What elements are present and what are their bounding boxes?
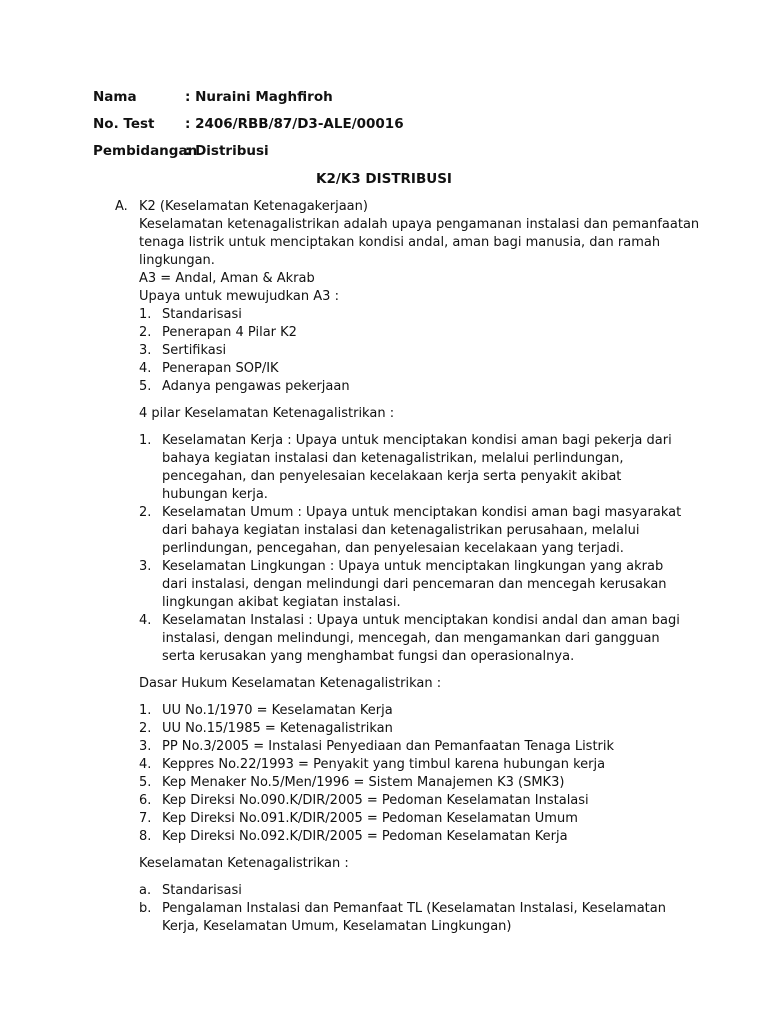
list-item: PP No.3/2005 = Instalasi Penyediaan dan Pemanfaatan Tenaga Listrik xyxy=(162,739,615,754)
list-number: 5. xyxy=(139,379,152,394)
list-number: 1. xyxy=(139,307,152,322)
section-a-marker: A. xyxy=(115,199,128,214)
list-item: Keppres No.22/1993 = Penyakit yang timbul karena hubungan kerja xyxy=(162,757,606,772)
list-item: Penerapan SOP/IK xyxy=(162,361,279,376)
list-number: 3. xyxy=(139,559,152,574)
header-test xyxy=(93,115,404,133)
list-number: 8. xyxy=(139,829,152,844)
list-number: 6. xyxy=(139,793,152,808)
upaya-heading: Upaya untuk mewujudkan A3 : xyxy=(139,289,339,304)
kk-heading: Keselamatan Ketenagalistrikan : xyxy=(139,856,349,871)
list-number: 3. xyxy=(139,739,152,754)
test-label: No. Test xyxy=(93,116,155,132)
list-item: Pengalaman Instalasi dan Pemanfaat TL (Keselamatan Instalasi, Keselamatan Kerja, Keselamatan Umum, Keselamatan Lingkungan) xyxy=(162,901,666,934)
list-item: UU No.15/1985 = Ketenagalistrikan xyxy=(162,721,393,736)
list-item: Sertifikasi xyxy=(162,343,227,358)
document-title: K2/K3 DISTRIBUSI xyxy=(316,171,452,187)
list-item: Standarisasi xyxy=(162,883,242,898)
para-line: tenaga listrik untuk menciptakan kondisi andal, aman bagi manusia, dan ramah xyxy=(139,235,661,250)
list-number: 4. xyxy=(139,613,152,628)
a3-line: A3 = Andal, Aman & Akrab xyxy=(139,271,315,286)
section-a-heading: K2 (Keselamatan Ketenagakerjaan) xyxy=(139,199,368,214)
test-value: : 2406/RBB/87/D3-ALE/00016 xyxy=(185,116,404,132)
pilar-heading: 4 pilar Keselamatan Ketenagalistrikan : xyxy=(139,406,395,421)
list-number: 2. xyxy=(139,325,152,340)
list-number: 5. xyxy=(139,775,152,790)
list-item: Adanya pengawas pekerjaan xyxy=(162,379,350,394)
list-number: 1. xyxy=(139,433,152,448)
para-line: lingkungan. xyxy=(139,253,215,268)
list-letter: a. xyxy=(139,883,152,898)
header-nama xyxy=(93,88,333,106)
list-number: 4. xyxy=(139,361,152,376)
list-number: 2. xyxy=(139,721,152,736)
list-number: 7. xyxy=(139,811,152,826)
list-letter: b. xyxy=(139,901,152,916)
list-item: Kep Direksi No.091.K/DIR/2005 = Pedoman Keselamatan Umum xyxy=(162,811,578,826)
list-number: 2. xyxy=(139,505,152,520)
list-number: 4. xyxy=(139,757,152,772)
para-line: Keselamatan ketenagalistrikan adalah upaya pengamanan instalasi dan pemanfaatan xyxy=(139,217,700,232)
list-item: Kep Direksi No.090.K/DIR/2005 = Pedoman Keselamatan Instalasi xyxy=(162,793,589,808)
header-bidang xyxy=(93,142,269,160)
nama-label: Nama xyxy=(93,89,137,105)
list-item: Keselamatan Instalasi : Upaya untuk menciptakan kondisi andal dan aman bagi instalasi, dengan melindungi, mencegah, dan mengamankan dari gangguan serta kerusakan yang menghambat fungsi dan operasionalnya. xyxy=(162,613,680,664)
nama-value: : Nuraini Maghfiroh xyxy=(185,89,333,105)
list-item: Kep Menaker No.5/Men/1996 = Sistem Manajemen K3 (SMK3) xyxy=(162,775,565,790)
list-item: UU No.1/1970 = Keselamatan Kerja xyxy=(162,703,393,718)
list-item: Keselamatan Kerja : Upaya untuk menciptakan kondisi aman bagi pekerja dari bahaya kegiatan instalasi dan ketenagalistrikan, melalui perlindungan, pencegahan, dan penyelesaian kecelakaan kerja serta penyakit akibat hubungan kerja. xyxy=(162,433,672,502)
bidang-value: : Distribusi xyxy=(185,143,269,159)
bidang-label: Pembidangan xyxy=(93,143,198,159)
dasar-heading: Dasar Hukum Keselamatan Ketenagalistrikan : xyxy=(139,676,442,691)
list-number: 1. xyxy=(139,703,152,718)
list-item: Kep Direksi No.092.K/DIR/2005 = Pedoman Keselamatan Kerja xyxy=(162,829,568,844)
list-item: Standarisasi xyxy=(162,307,242,322)
list-item: Penerapan 4 Pilar K2 xyxy=(162,325,297,340)
list-item: Keselamatan Lingkungan : Upaya untuk menciptakan lingkungan yang akrab dari instalasi, dengan melindungi dari pencemaran dan mencegah kerusakan lingkungan akibat kegiatan instalasi. xyxy=(162,559,667,610)
list-item: Keselamatan Umum : Upaya untuk menciptakan kondisi aman bagi masyarakat dari bahaya kegiatan instalasi dan ketenagalistrikan perusahaan, melalui perlindungan, pencegahan, dan penyelesaian kecelakaan yang terjadi. xyxy=(162,505,682,556)
list-number: 3. xyxy=(139,343,152,358)
